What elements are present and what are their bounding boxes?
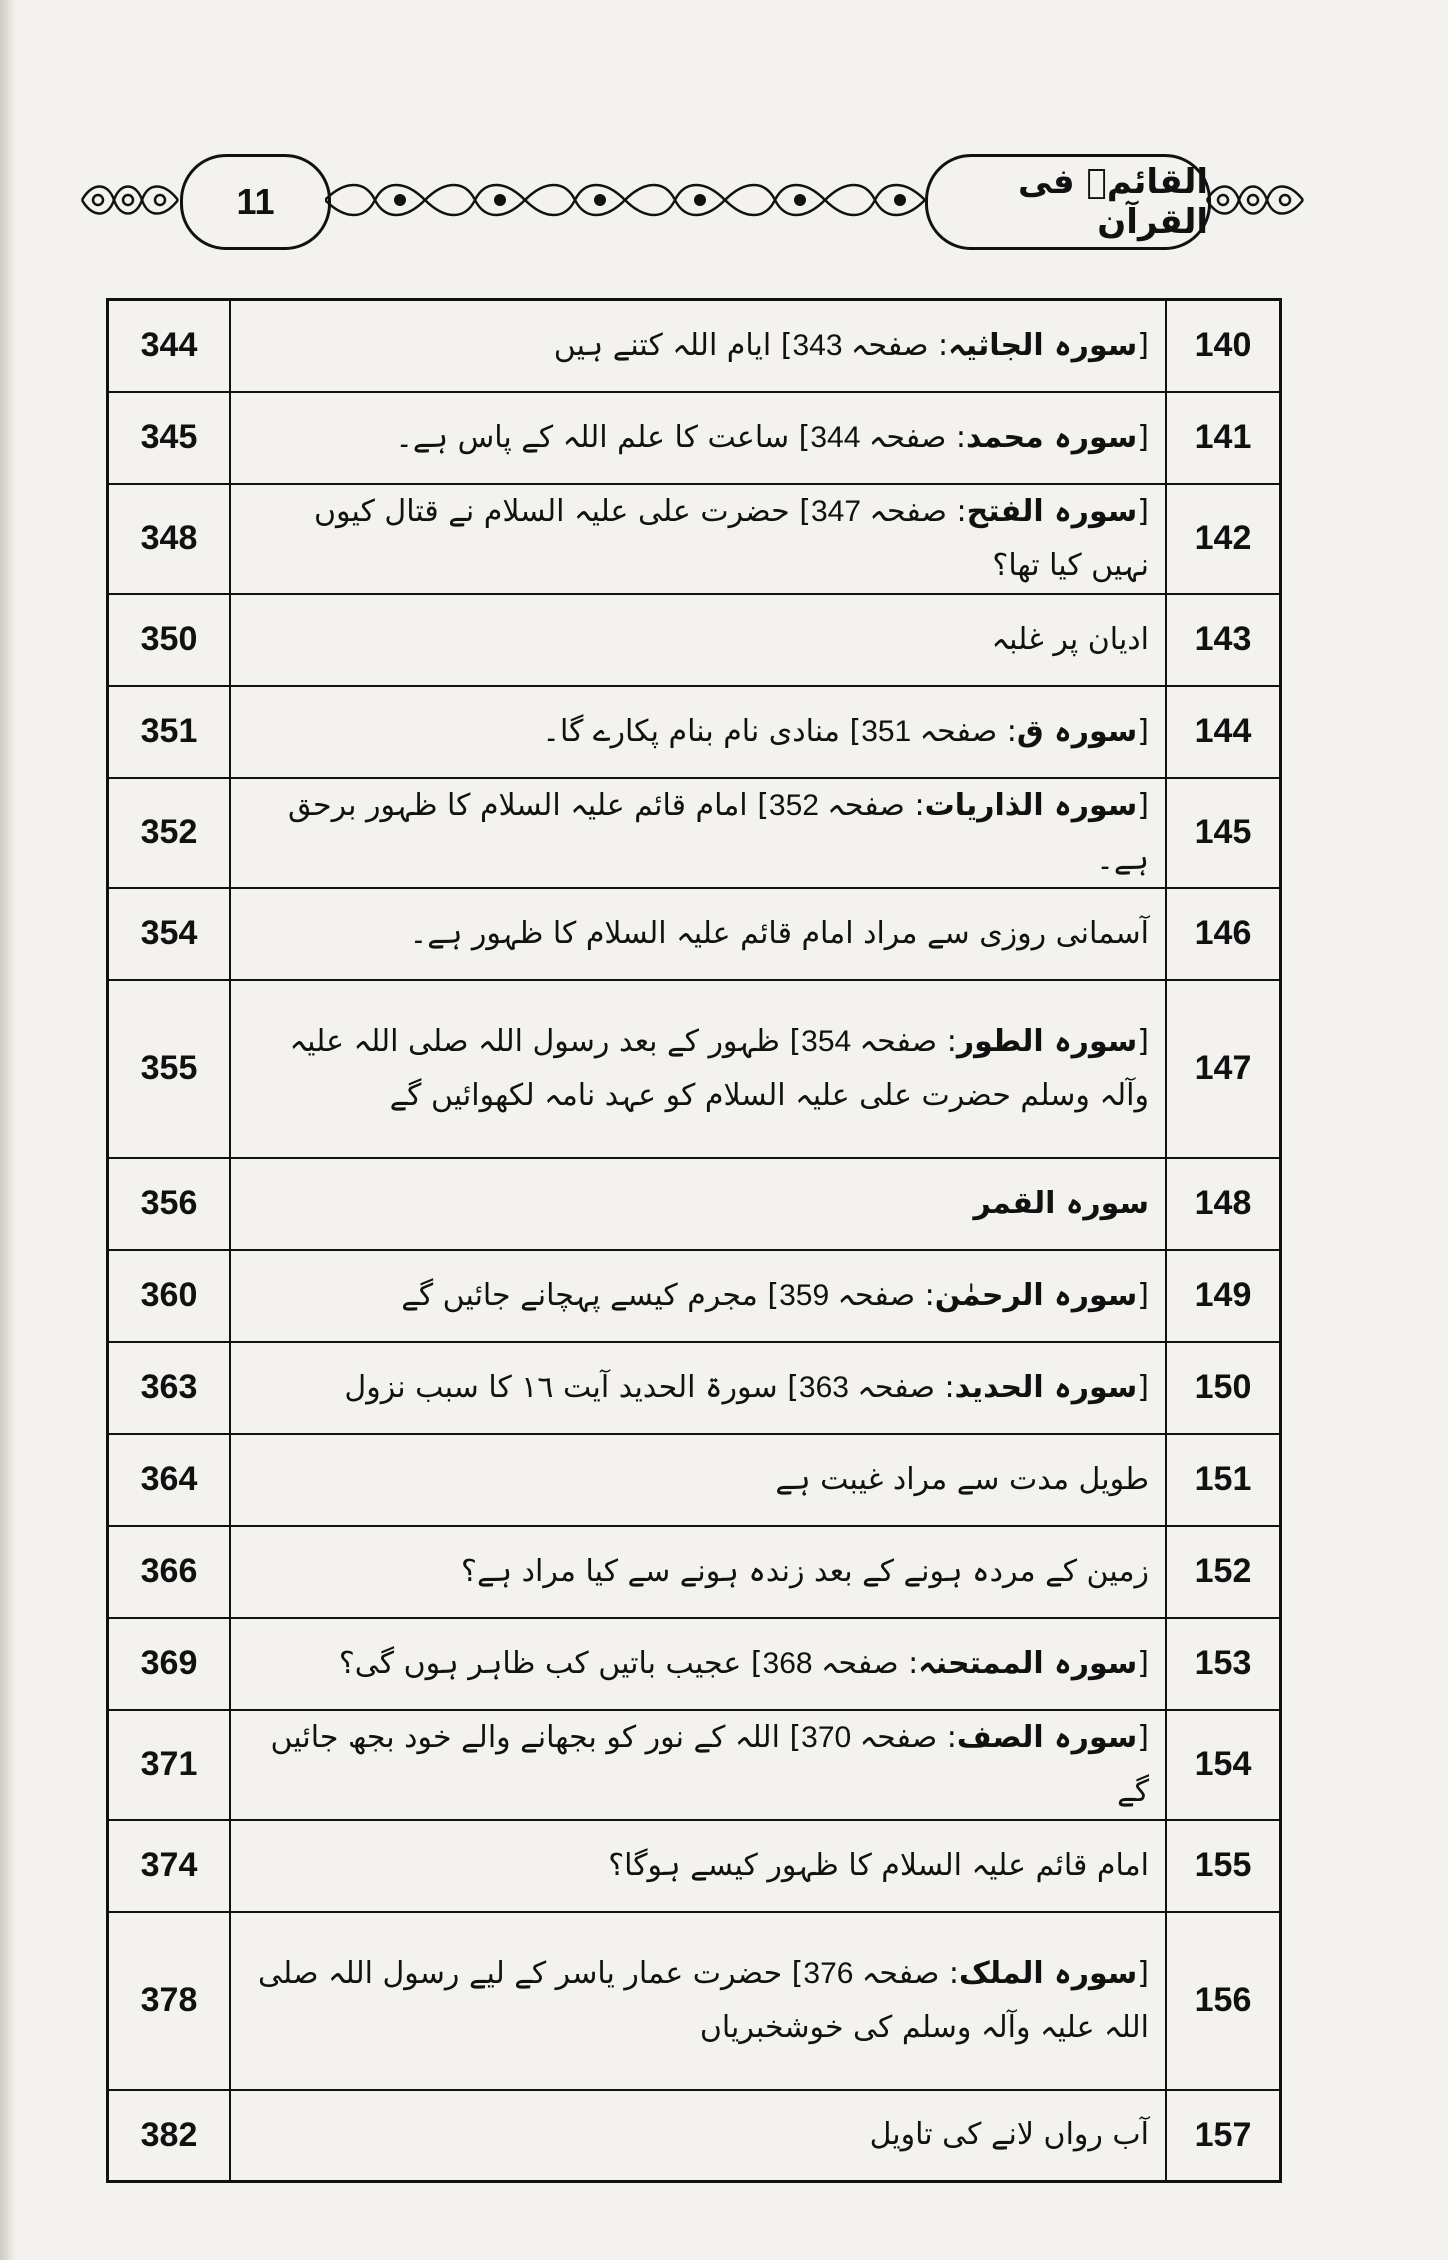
entry-topic: [سورہ الممتحنہ: صفحہ 368] عجیب باتیں کب ظاہر ہوں گی؟ [230, 1618, 1166, 1710]
entry-page: 374 [108, 1820, 231, 1912]
topic-text: ادیان پر غلبہ [991, 621, 1149, 657]
entry-number: 145 [1166, 778, 1281, 888]
surah-name: سورہ الجاثیہ [948, 327, 1138, 363]
surah-page-ref: صفحہ 368 [762, 1646, 899, 1680]
table-row [108, 686, 1281, 778]
topic-text: مجرم کیسے پہچانے جائیں گے [401, 1277, 758, 1313]
topic-text: طویل مدت سے مراد غیبت ہے [775, 1461, 1149, 1497]
entry-page: 364 [108, 1434, 231, 1526]
entry-number: 146 [1166, 888, 1281, 980]
surah-name: سورہ الممتحنہ [918, 1645, 1138, 1681]
topic-text: منادی نام بنام پکارے گا۔ [542, 713, 840, 749]
book-title: القائمؑ فی القرآن [925, 154, 1211, 250]
table-row [108, 594, 1281, 686]
entry-topic: [سورہ الجاثیہ: صفحہ 343] ایام اللہ کتنے ہیں [230, 300, 1166, 392]
table-row [108, 1526, 1281, 1618]
page-edge [0, 0, 16, 2260]
table-row [108, 1618, 1281, 1710]
topic-text: ظہور کے بعد رسول اللہ صلی اللہ علیہ وآلہ وسلم حضرت علی علیہ السلام کو عہد نامہ لکھوائیں گے [289, 1023, 1149, 1113]
entry-topic [230, 1158, 1166, 1250]
entry-page: 352 [108, 778, 231, 888]
entry-page: 345 [108, 392, 231, 484]
entry-page: 371 [108, 1710, 231, 1820]
contents-table [106, 298, 1282, 2183]
entry-page: 348 [108, 484, 231, 594]
surah-name: سورہ محمد [966, 419, 1138, 455]
topic-text: عجیب باتیں کب ظاہر ہوں گی؟ [338, 1645, 742, 1681]
entry-number: 148 [1166, 1158, 1281, 1250]
surah-name: سورہ الصف [956, 1719, 1138, 1755]
table-row [108, 392, 1281, 484]
surah-name: سورہ القمر [973, 1185, 1149, 1221]
entry-number: 151 [1166, 1434, 1281, 1526]
entry-topic [230, 1820, 1166, 1912]
entry-number: 142 [1166, 484, 1281, 594]
entry-number: 153 [1166, 1618, 1281, 1710]
topic-text: آب رواں لانے کی تاویل [869, 2117, 1149, 2153]
surah-page-ref: صفحہ 352 [768, 788, 905, 822]
surah-page-ref: صفحہ 354 [801, 1024, 938, 1058]
entry-page: 351 [108, 686, 231, 778]
topic-text: اللہ کے نور کو بجھانے والے خود بجھ جائیں گے [270, 1719, 1149, 1809]
surah-name: سورہ الطور [956, 1023, 1138, 1059]
entry-topic: [سورہ الملک: صفحہ 376] حضرت عمار یاسر کے لیے رسول اللہ صلی اللہ علیہ وآلہ وسلم کی خوشخبریاں [230, 1912, 1166, 2090]
entry-number: 143 [1166, 594, 1281, 686]
table-row [108, 1342, 1281, 1434]
entry-topic: [سورہ ق: صفحہ 351] منادی نام بنام پکارے گا۔ [230, 686, 1166, 778]
topic-text: امام قائم علیہ السلام کا ظہور کیسے ہوگا؟ [608, 1847, 1149, 1883]
entry-number: 157 [1166, 2090, 1281, 2182]
entry-page: 356 [108, 1158, 231, 1250]
ornament-right-icon [1205, 178, 1305, 222]
entry-number: 155 [1166, 1820, 1281, 1912]
table-row [108, 778, 1281, 888]
entry-number: 150 [1166, 1342, 1281, 1434]
table-row [108, 1710, 1281, 1820]
entry-page: 378 [108, 1912, 231, 2090]
entry-number: 152 [1166, 1526, 1281, 1618]
entry-number: 147 [1166, 980, 1281, 1158]
surah-page-ref: صفحہ 363 [798, 1370, 935, 1404]
entry-topic [230, 1526, 1166, 1618]
table-row [108, 1912, 1281, 2090]
entry-page: 366 [108, 1526, 231, 1618]
entry-topic [230, 1434, 1166, 1526]
table-row [108, 980, 1281, 1158]
entry-page: 354 [108, 888, 231, 980]
page-number: 11 [180, 154, 331, 250]
entry-page: 382 [108, 2090, 231, 2182]
entry-page: 344 [108, 300, 231, 392]
entry-number: 144 [1166, 686, 1281, 778]
entry-topic: [سورہ الرحمٰن: صفحہ 359] مجرم کیسے پہچانے جائیں گے [230, 1250, 1166, 1342]
entry-page: 363 [108, 1342, 231, 1434]
surah-page-ref: صفحہ 359 [779, 1278, 916, 1312]
entry-topic: [سورہ الحدید: صفحہ 363] سورۃ الحدید آیت ١٦ کا سبب نزول [230, 1342, 1166, 1434]
surah-name: سورہ الفتح [966, 493, 1138, 529]
entry-topic: [سورہ الذاریات: صفحہ 352] امام قائم علیہ السلام کا ظہور برحق ہے۔ [230, 778, 1166, 888]
surah-page-ref: صفحہ 347 [811, 494, 947, 528]
surah-page-ref: صفحہ 376 [803, 1956, 940, 1990]
surah-page-ref: صفحہ 343 [792, 328, 929, 362]
topic-text: ایام اللہ کتنے ہیں [553, 327, 772, 363]
surah-page-ref: صفحہ 344 [810, 420, 947, 454]
topic-text: آسمانی روزی سے مراد امام قائم علیہ السلام کا ظہور ہے۔ [409, 915, 1149, 951]
surah-name: سورہ الرحمٰن [934, 1277, 1138, 1313]
topic-text: حضرت عمار یاسر کے لیے رسول اللہ صلی اللہ علیہ وآلہ وسلم کی خوشخبریاں [258, 1955, 1149, 2045]
surah-name: سورہ الذاریات [924, 787, 1138, 823]
entry-page: 350 [108, 594, 231, 686]
ornament-middle-icon [325, 178, 925, 222]
entry-topic [230, 594, 1166, 686]
entry-topic: [سورہ محمد: صفحہ 344] ساعت کا علم اللہ کے پاس ہے۔ [230, 392, 1166, 484]
entry-topic [230, 2090, 1166, 2182]
topic-text: سورۃ الحدید آیت ١٦ کا سبب نزول [344, 1369, 778, 1405]
ornament-left-icon [80, 178, 180, 222]
surah-page-ref: صفحہ 370 [801, 1720, 938, 1754]
topic-text: حضرت علی علیہ السلام نے قتال کیوں نہیں کیا تھا؟ [314, 493, 1149, 583]
table-row [108, 300, 1281, 392]
table-row [108, 1250, 1281, 1342]
table-row [108, 1820, 1281, 1912]
topic-text: ساعت کا علم اللہ کے پاس ہے۔ [395, 419, 790, 455]
surah-page-ref: صفحہ 351 [861, 714, 998, 748]
entry-topic: [سورہ الصف: صفحہ 370] اللہ کے نور کو بجھانے والے خود بجھ جائیں گے [230, 1710, 1166, 1820]
table-row [108, 2090, 1281, 2182]
entry-number: 154 [1166, 1710, 1281, 1820]
entry-page: 355 [108, 980, 231, 1158]
entry-number: 156 [1166, 1912, 1281, 2090]
entry-topic: [سورہ الفتح: صفحہ 347] حضرت علی علیہ السلام نے قتال کیوں نہیں کیا تھا؟ [230, 484, 1166, 594]
entry-topic: [سورہ الطور: صفحہ 354] ظہور کے بعد رسول اللہ صلی اللہ علیہ وآلہ وسلم حضرت علی علیہ السلام کو عہد نامہ لکھوائیں گے [230, 980, 1166, 1158]
surah-name: سورہ الحدید [954, 1369, 1138, 1405]
topic-text: زمین کے مردہ ہونے کے بعد زندہ ہونے سے کیا مراد ہے؟ [461, 1553, 1149, 1589]
entry-number: 141 [1166, 392, 1281, 484]
entry-topic [230, 888, 1166, 980]
entry-page: 369 [108, 1618, 231, 1710]
table-row [108, 888, 1281, 980]
table-row [108, 484, 1281, 594]
surah-name: سورہ الملک [959, 1955, 1138, 1991]
entry-number: 149 [1166, 1250, 1281, 1342]
topic-text: امام قائم علیہ السلام کا ظہور برحق ہے۔ [288, 787, 1149, 877]
surah-name: سورہ ق [1016, 713, 1138, 749]
table-row [108, 1158, 1281, 1250]
entry-number: 140 [1166, 300, 1281, 392]
entry-page: 360 [108, 1250, 231, 1342]
table-row [108, 1434, 1281, 1526]
page-header [80, 148, 1305, 253]
